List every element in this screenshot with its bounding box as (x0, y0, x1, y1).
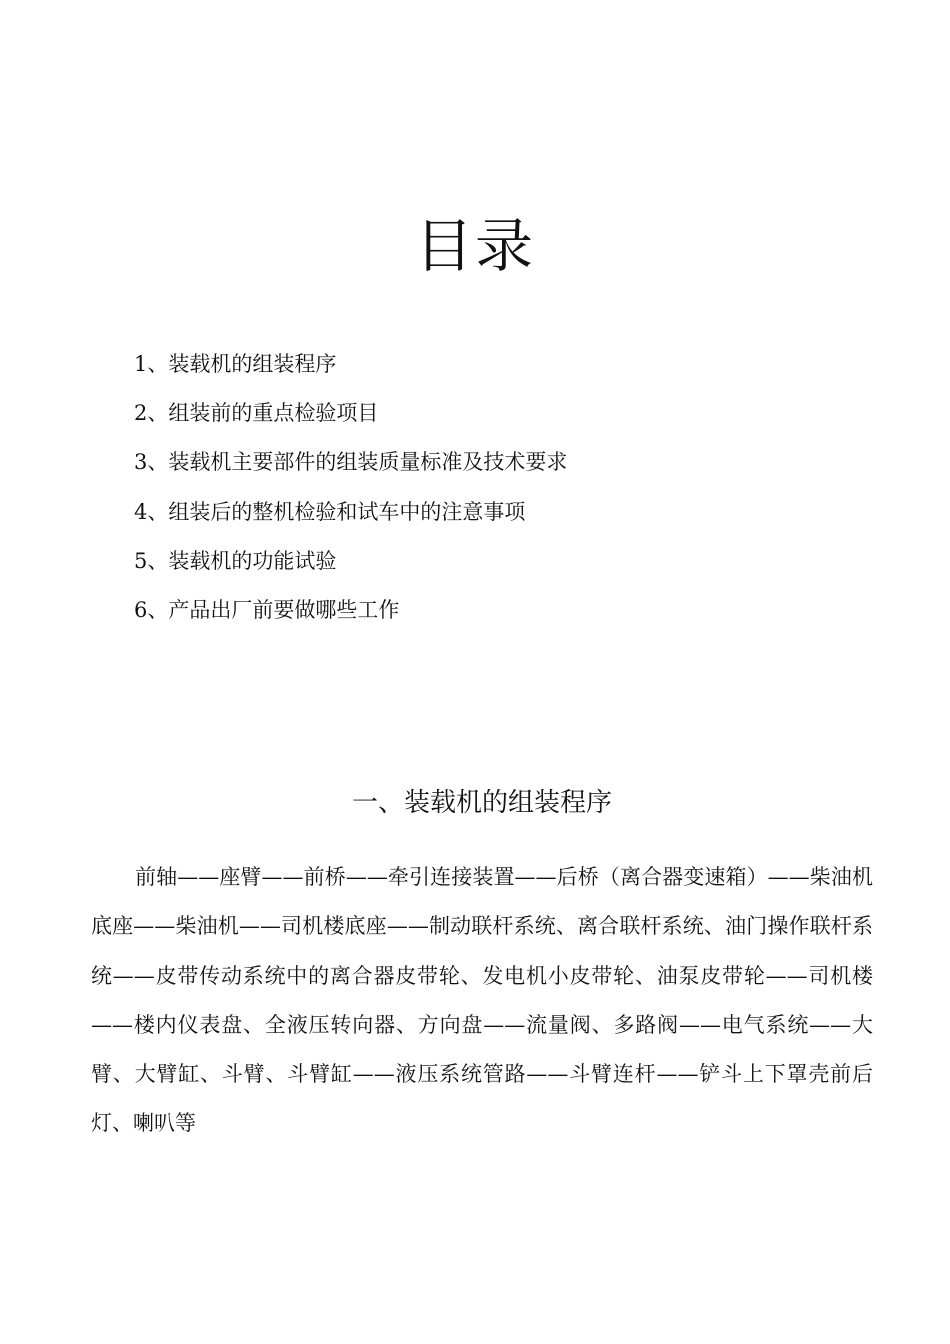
toc-item-1: 1、装载机的组装程序 (134, 352, 337, 376)
toc-item-6: 6、产品出厂前要做哪些工作 (134, 597, 400, 622)
toc-item-3: 3、装载机主要部件的组装质量标准及技术要求 (134, 450, 568, 475)
toc-item-4: 4、组装后的整机检验和试车中的注意事项 (134, 499, 526, 524)
section-heading: 一、装载机的组装程序 (351, 788, 612, 818)
toc-list (134, 344, 567, 639)
section-paragraph: 前轴——座臂——前桥——牵引连接装置——后桥（离合器变速箱）——柴油机底座——柴油机——司机楼底座——制动联杆系统、离合联杆系统、油门操作联杆系统——皮带传动系统中的离合器皮带轮、发电机小皮带轮、油泵皮带轮——司机楼——楼内仪表盘、全液压转向器、方向盘——流量阀、多路阀——电气系统——大臂、大臂缸、斗臂、斗臂缸——液压系统管路——斗臂连杆——铲斗上下罩壳前后灯、喇叭等 (91, 865, 873, 1136)
toc-item-2: 2、组装前的重点检验项目 (134, 401, 379, 426)
toc-item-5: 5、装载机的功能试验 (134, 548, 337, 573)
toc-title: 目录 (414, 212, 535, 280)
